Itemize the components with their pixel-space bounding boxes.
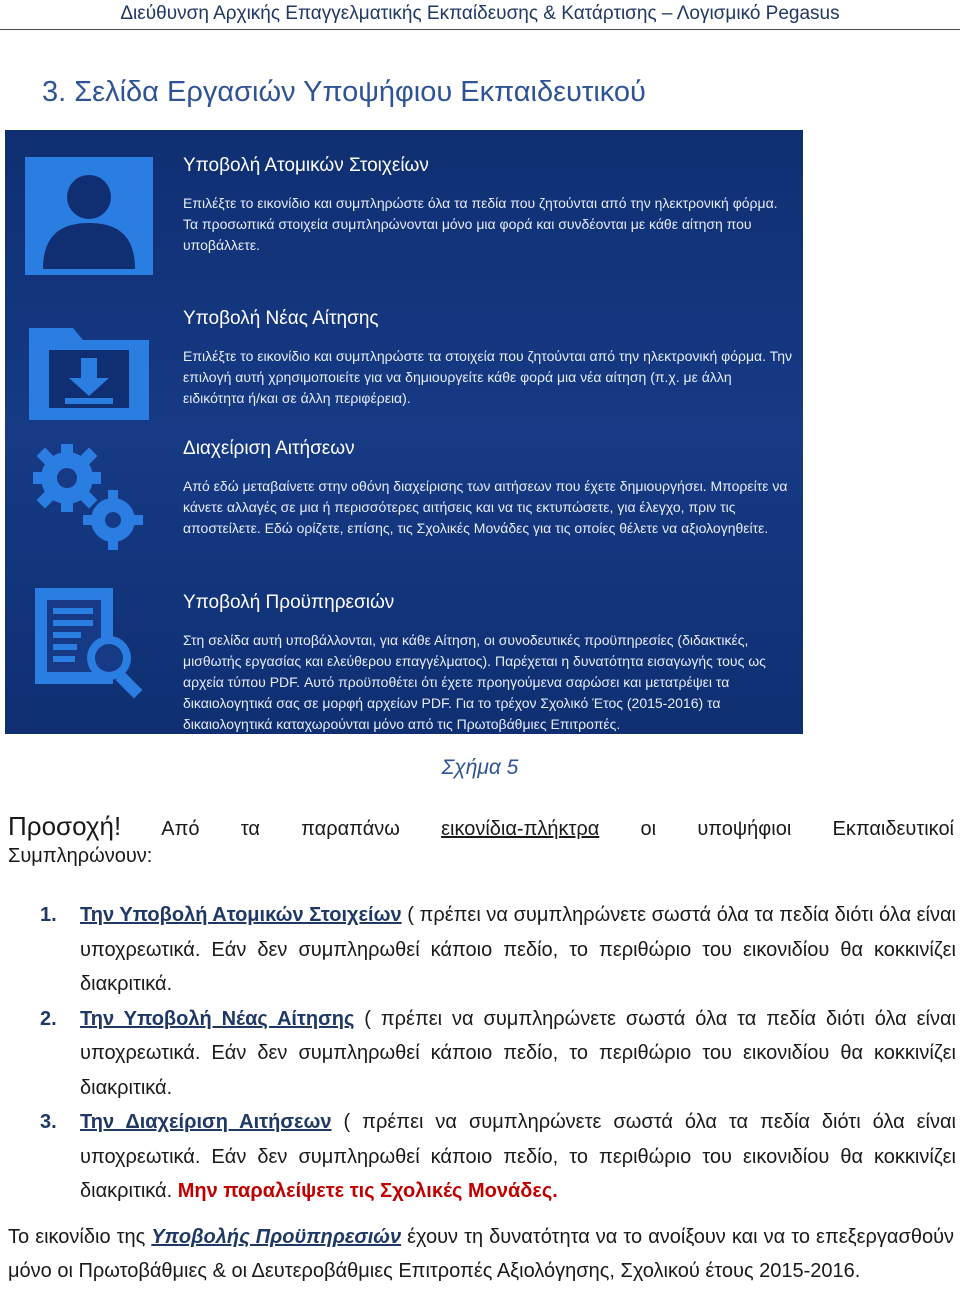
attention-text-before: Από τα παραπάνω xyxy=(121,818,442,840)
list-item-text: ( πρέπει να συμπληρώνετε σωστά όλα τα πεδία διότι όλα είναι υποχρεωτικά. Εάν δεν συμπληρωθεί κάποιο πεδίο, το περιθώριο του εικονιδίου θα κοκκινίζει διακριτικά. xyxy=(80,1111,956,1202)
task-title: Υποβολή Προϋπηρεσιών xyxy=(183,592,395,613)
attention-lead: Προσοχή! xyxy=(8,811,122,841)
list-item xyxy=(40,1002,956,1106)
running-header-text: Διεύθυνση Αρχικής Επαγγελματικής Εκπαίδευσης & Κατάρτισης – Λογισμικό Pegasus xyxy=(120,3,840,24)
list-item-number: 1. xyxy=(40,904,57,926)
list-item-number: 2. xyxy=(40,1007,57,1030)
folder-download-icon xyxy=(25,308,153,426)
task-description: Επιλέξτε το εικονίδιο και συμπληρώστε τα στοιχεία που ζητούνται από την ηλεκτρονική φόρμα. Την επιλογή αυτή χρησιμοποιείτε για να δημιουργείτε κάθε φορά μια νέα αίτηση (π.χ. με άλλη ειδικότητα ή/και σε άλλη περιφέρεια). xyxy=(183,348,792,406)
attention-underlined: εικονίδια-πλήκτρα xyxy=(441,818,600,840)
document-search-icon xyxy=(25,584,153,702)
user-icon xyxy=(25,157,153,275)
list-item-term: Την Διαχείριση Αιτήσεων xyxy=(80,1111,332,1133)
figure-screenshot xyxy=(5,130,803,734)
list-item-text: ( πρέπει να συμπληρώνετε σωστά όλα τα πεδία διότι όλα είναι υποχρεωτικά. Εάν δεν συμπληρωθεί κάποιο πεδίο, το περιθώριο του εικονιδίου θα κοκκινίζει διακριτικά. xyxy=(80,1007,956,1099)
list-item xyxy=(40,1105,956,1209)
section-title: 3. Σελίδα Εργασιών Υποψήφιου Εκπαιδευτικού xyxy=(42,76,646,108)
task-description: Από εδώ μεταβαίνετε στην οθόνη διαχείρισης των αιτήσεων που έχετε δημιουργήσει. Μπορείτε να κάνετε αλλαγές σε μια ή περισσότερες αιτήσεις και να τις εκτυπώσετε, για έλεγχο, πριν τις αποστείλετε. Εδώ ορίζετε, επίσης, τις Σχολικές Μονάδες για τις οποίες θέλετε να αξιολογηθείτε. xyxy=(183,478,788,536)
task-title: Υποβολή Ατομικών Στοιχείων xyxy=(183,155,429,176)
task-title: Υποβολή Νέας Αίτησης xyxy=(183,308,379,329)
attention-line-2: Συμπληρώνουν: xyxy=(8,845,153,867)
task-description: Στη σελίδα αυτή υποβάλλονται, για κάθε Αίτηση, οι συνοδευτικές προϋπηρεσίες (διδακτικές, μισθωτής εργασίας και ελεύθερου επαγγέλματος). Παρέχεται η δυνατότητα εισαγωγής τους ως αρχεία τύπου PDF. Αυτό προϋποθέτει ότι έχετε προηγούμενα σαρώσει και μετατρέψει τα δικαιολογητικά σας σε μορφή αρχείων PDF. Για το τρέχον Σχολικό Έτος (2015-2016) τα δικαιολογητικά καταχωρούνται μόνο από τις Πρωτοβάθμιες Επιτροπές. xyxy=(183,632,766,732)
closing-term: Υποβολής Προϋπηρεσιών xyxy=(151,1226,402,1248)
list-item-term: Την Υποβολή Νέας Αίτησης xyxy=(80,1007,355,1030)
list-item-term: Την Υποβολή Ατομικών Στοιχείων xyxy=(80,904,402,926)
gears-icon xyxy=(25,438,153,556)
list-item-warning: Μην παραλείψετε τις Σχολικές Μονάδες. xyxy=(177,1180,558,1202)
list-item-text: ( πρέπει να συμπληρώνετε σωστά όλα τα πεδία διότι όλα είναι υποχρεωτικά. Εάν δεν συμπληρωθεί κάποιο πεδίο, το περιθώριο του εικονιδίου θα κοκκινίζει διακριτικά. xyxy=(80,904,956,995)
list-item xyxy=(40,898,956,1002)
attention-text-after: οι υποψήφιοι Εκπαιδευτικοί xyxy=(599,818,955,840)
closing-text-after: έχουν τη δυνατότητα να το ανοίξουν και να το επεξεργασθούν μόνο οι Πρωτοβάθμιες & οι Δευτεροβάθμιες Επιτροπές Αξιολόγησης, Σχολικού έτους 2015-2016. xyxy=(8,1226,955,1282)
task-description: Επιλέξτε το εικονίδιο και συμπληρώστε όλα τα πεδία που ζητούνται από την ηλεκτρονική φόρμα. Τα προσωπικά στοιχεία συμπληρώνονται μόνο μια φορά και συνδέονται με κάθε αίτηση που υποβάλλετε. xyxy=(183,195,778,253)
closing-text-before: Το εικονίδιο της xyxy=(8,1226,152,1248)
figure-caption: Σχήμα 5 xyxy=(441,756,519,779)
running-header xyxy=(0,0,960,30)
list-item-number: 3. xyxy=(40,1111,57,1133)
closing-paragraph xyxy=(8,1220,954,1288)
attention-paragraph xyxy=(8,810,954,846)
required-tasks-list xyxy=(40,898,956,1209)
task-title: Διαχείριση Αιτήσεων xyxy=(183,438,355,459)
